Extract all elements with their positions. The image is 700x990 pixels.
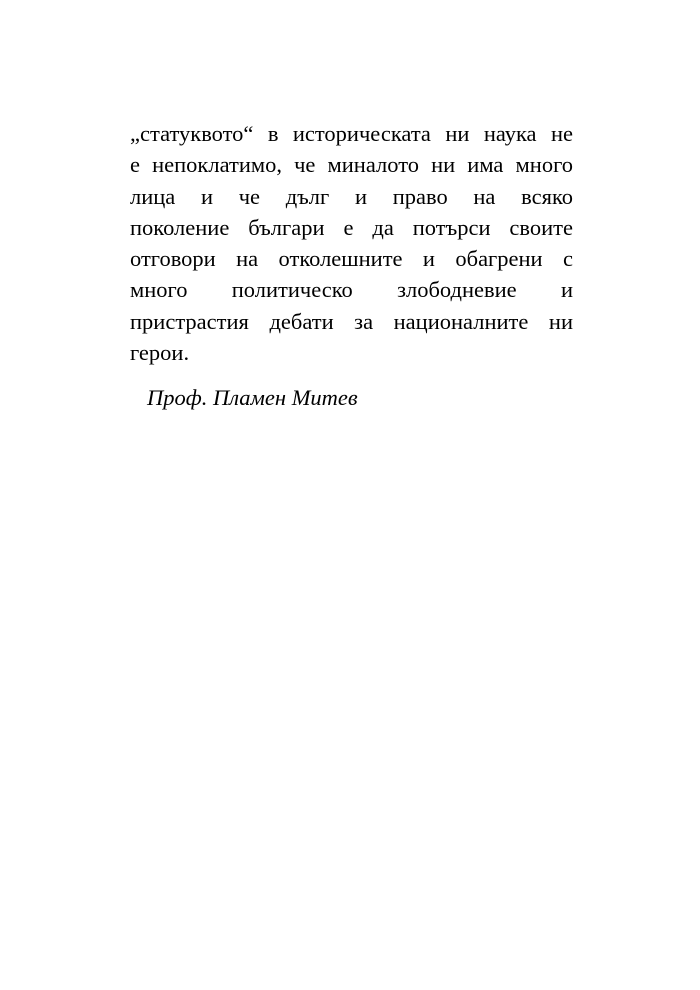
- author-signature: Проф. Пламен Митев: [147, 385, 358, 410]
- paragraph-line: лица и че дълг и право на всяко: [130, 183, 573, 209]
- paragraph-line: „статуквото“ в историческата ни наука не: [130, 121, 573, 146]
- paragraph-line: герои.: [130, 340, 190, 366]
- paragraph-line: е непоклатимо, че миналото ни има много: [130, 152, 573, 178]
- paragraph-line: много политическо злободневие и: [130, 277, 573, 303]
- paragraph-line: отговори на отколешните и обагрени с: [130, 246, 573, 272]
- body-paragraph: [130, 118, 573, 368]
- paragraph-line: поколение българи е да потърси своите: [130, 214, 573, 240]
- paragraph-line: пристрастия дебати за националните ни: [130, 308, 573, 334]
